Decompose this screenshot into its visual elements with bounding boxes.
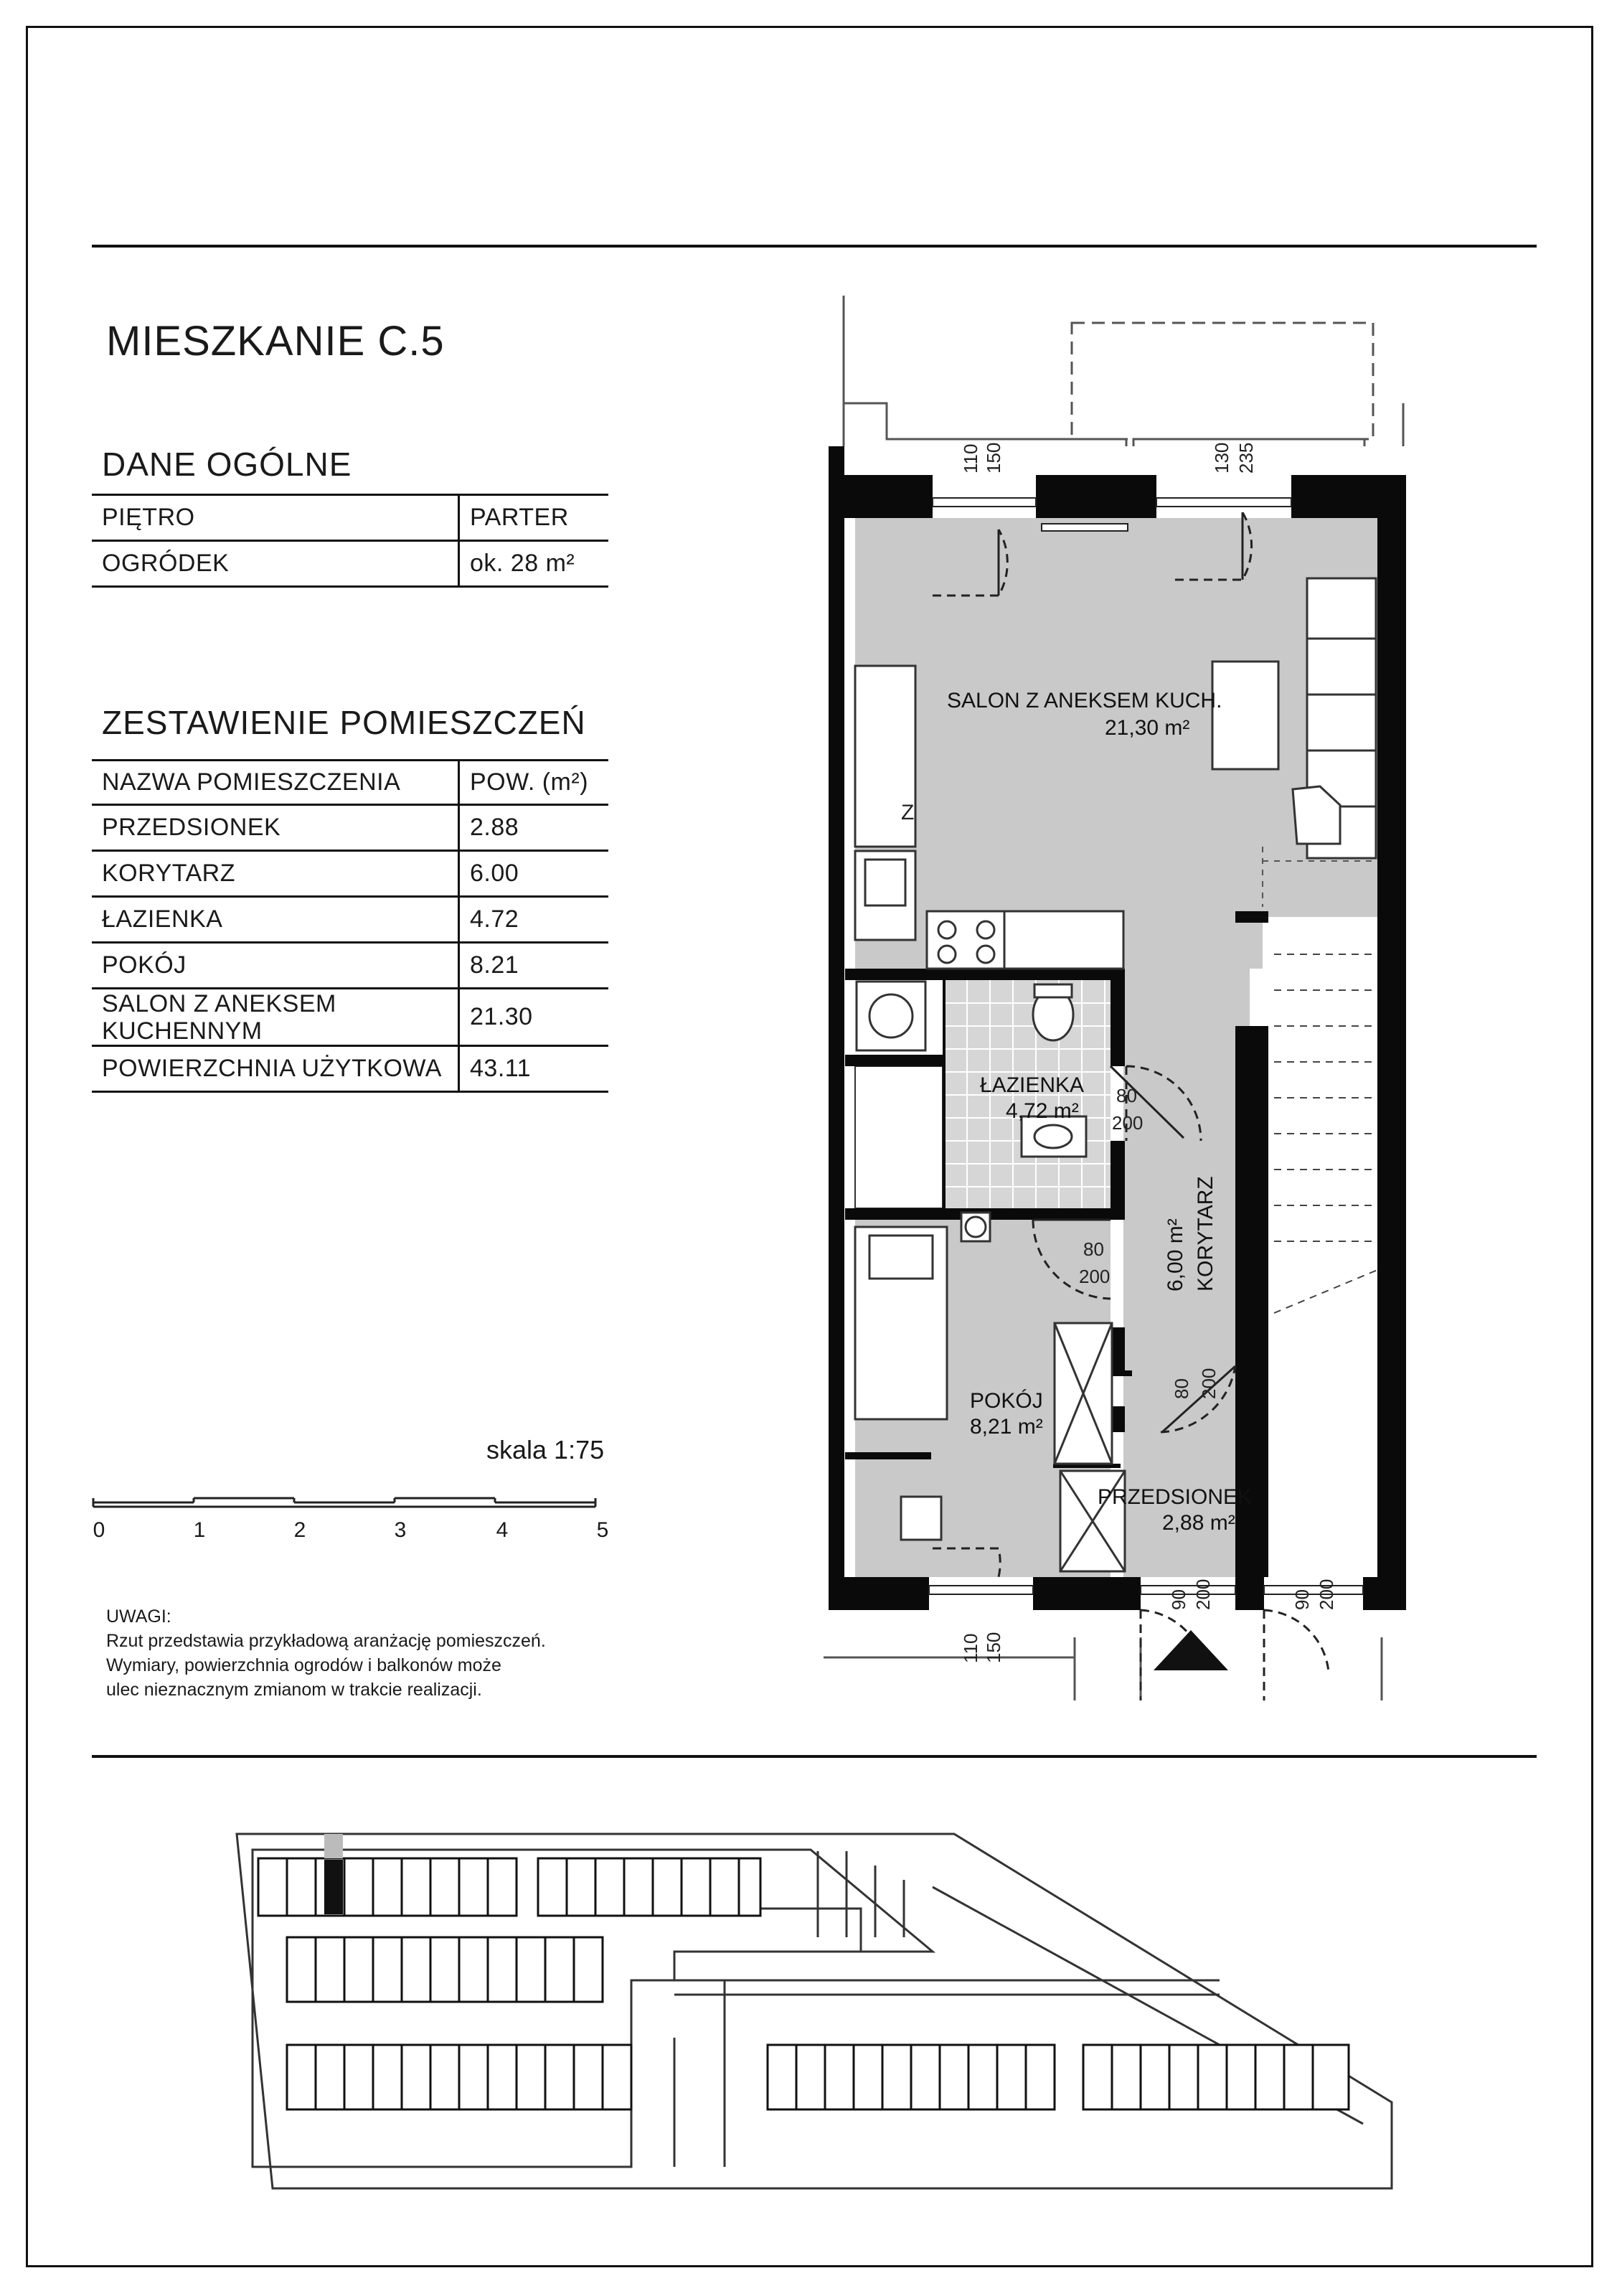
dim-window-top-left-height: 150 bbox=[983, 442, 1004, 474]
site-plan bbox=[230, 1822, 1420, 2224]
fridge-mark: Z bbox=[901, 801, 915, 824]
stairs-area bbox=[1263, 917, 1377, 1304]
washing-machine-icon bbox=[857, 982, 925, 1050]
corridor-label: KORYTARZ bbox=[1194, 1176, 1217, 1292]
entrance-arrow-icon bbox=[1154, 1630, 1228, 1670]
dim-window-bottom-width: 110 bbox=[960, 1633, 981, 1663]
dim-entry-door-width: 90 bbox=[1168, 1589, 1189, 1610]
floor-label: PIĘTRO bbox=[92, 495, 459, 541]
total-area-label: POWIERZCHNIA UŻYTKOWA bbox=[92, 1046, 459, 1092]
salon-floor bbox=[855, 518, 1379, 969]
storage-floor bbox=[855, 1066, 943, 1208]
room-area: 6.00 bbox=[459, 851, 609, 897]
table-row bbox=[92, 541, 608, 587]
notes bbox=[106, 1604, 546, 1702]
room-area: 8.21 bbox=[459, 943, 609, 989]
salon-area: 21,30 m² bbox=[1105, 716, 1190, 740]
building-blocks bbox=[258, 1858, 1349, 2109]
room-name: KORYTARZ bbox=[92, 851, 459, 897]
dim-door-bath-height: 200 bbox=[1112, 1112, 1144, 1134]
col-name-header: NAZWA POMIESZCZENIA bbox=[92, 761, 459, 805]
dim-door-room-height: 200 bbox=[1079, 1266, 1111, 1287]
general-table bbox=[92, 494, 608, 588]
table-row bbox=[92, 495, 608, 541]
dim-door-bath-width: 80 bbox=[1116, 1085, 1137, 1106]
salon-label: SALON Z ANEKSEM KUCH. bbox=[947, 689, 1222, 712]
scale-tick-0: 0 bbox=[93, 1518, 105, 1542]
total-area-value: 43.11 bbox=[459, 1046, 609, 1092]
scale-tick-5: 5 bbox=[596, 1518, 609, 1542]
dim-stairs-door-height: 200 bbox=[1316, 1578, 1337, 1610]
table-row bbox=[92, 805, 608, 851]
table-row bbox=[92, 989, 608, 1046]
room-area: 2.88 bbox=[459, 805, 609, 851]
bathroom-label: ŁAZIENKA bbox=[980, 1073, 1085, 1097]
scale-tick-2: 2 bbox=[293, 1518, 306, 1542]
dim-stairs-door-width: 90 bbox=[1291, 1589, 1313, 1610]
table bbox=[1212, 662, 1278, 769]
room-label: POKÓJ bbox=[970, 1389, 1043, 1413]
sink-icon bbox=[865, 860, 905, 905]
dim-door-room-width: 80 bbox=[1083, 1238, 1104, 1260]
kitchen-counter-lower bbox=[1004, 911, 1123, 969]
desk bbox=[901, 1497, 941, 1540]
table-row bbox=[92, 851, 608, 897]
terrace-outline bbox=[1072, 323, 1373, 439]
garden-label: OGRÓDEK bbox=[92, 541, 459, 587]
dim-door-hall-height: 200 bbox=[1198, 1368, 1220, 1399]
dim-entry-door-height: 200 bbox=[1192, 1578, 1214, 1610]
room-name: PRZEDSIONEK bbox=[92, 805, 459, 851]
room-name-line2: KUCHENNYM bbox=[102, 1017, 263, 1045]
page-title: MIESZKANIE C.5 bbox=[106, 318, 445, 364]
table-header-row bbox=[92, 761, 608, 805]
scale-tick-4: 4 bbox=[496, 1518, 509, 1542]
room-area-label: 8,21 m² bbox=[970, 1415, 1043, 1439]
garden-value: ok. 28 m² bbox=[459, 541, 609, 587]
room-area: 21.30 bbox=[459, 989, 609, 1046]
highlighted-unit bbox=[324, 1860, 343, 1914]
table-row bbox=[92, 897, 608, 943]
rooms-heading: ZESTAWIENIE POMIESZCZEŃ bbox=[102, 704, 586, 741]
corridor-area: 6,00 m² bbox=[1164, 1218, 1187, 1292]
notes-line: Wymiary, powierzchnia ogrodów i balkonów może bbox=[106, 1655, 501, 1675]
table-row bbox=[92, 1046, 608, 1092]
col-area-header: POW. (m²) bbox=[459, 761, 609, 805]
scale-bar bbox=[86, 1485, 617, 1514]
dim-window-top-right-width: 130 bbox=[1211, 442, 1232, 474]
scale-label: skala 1:75 bbox=[486, 1435, 605, 1464]
room-name: ŁAZIENKA bbox=[92, 897, 459, 943]
rooms-table bbox=[92, 759, 608, 1093]
dim-window-top-left-width: 110 bbox=[960, 443, 981, 474]
dim-door-hall-width: 80 bbox=[1171, 1378, 1192, 1399]
general-heading: DANE OGÓLNE bbox=[102, 446, 352, 483]
scale-tick-1: 1 bbox=[193, 1518, 206, 1542]
dim-window-bottom-height: 150 bbox=[983, 1632, 1004, 1663]
floor-value: PARTER bbox=[459, 495, 609, 541]
table-row bbox=[92, 943, 608, 989]
floor-plan bbox=[789, 287, 1435, 1715]
room-name: POKÓJ bbox=[92, 943, 459, 989]
room-area: 4.72 bbox=[459, 897, 609, 943]
notes-line: Rzut przedstawia przykładową aranżację pomieszczeń. bbox=[106, 1631, 546, 1651]
vestibule-area: 2,88 m² bbox=[1162, 1511, 1235, 1535]
pillow bbox=[869, 1236, 933, 1279]
bathroom-area: 4,72 m² bbox=[1006, 1099, 1079, 1123]
room-name-line1: SALON Z ANEKSEM bbox=[102, 989, 336, 1017]
room-name bbox=[92, 989, 459, 1046]
top-divider bbox=[92, 245, 1537, 248]
highlighted-unit-garden bbox=[324, 1834, 343, 1858]
notes-line: ulec nieznacznym zmianom w trakcie realizacji. bbox=[106, 1680, 482, 1700]
dim-window-top-right-height: 235 bbox=[1235, 442, 1257, 474]
vestibule-label: PRZEDSIONEK bbox=[1098, 1485, 1253, 1509]
scale-tick-3: 3 bbox=[394, 1518, 407, 1542]
notes-heading: UWAGI: bbox=[106, 1606, 171, 1627]
bottom-divider bbox=[92, 1755, 1537, 1758]
